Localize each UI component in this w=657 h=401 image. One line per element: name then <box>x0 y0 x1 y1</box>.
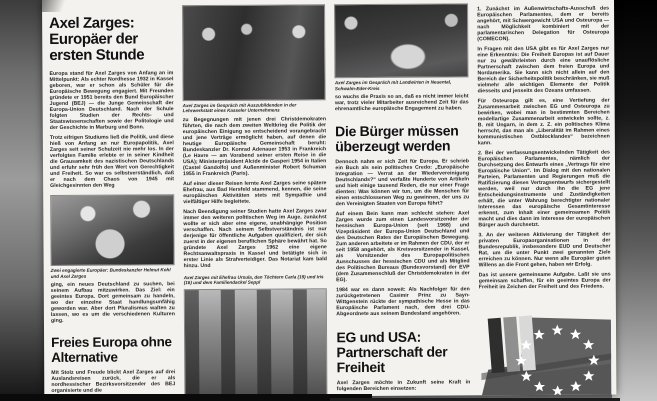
photo-kohl-and-zarges <box>50 194 174 266</box>
body-paragraph: Europa stand für Axel Zarges von Anfang an im Mittelpunkt: Als echter Nordhesse 1932 in Kassel geboren, war er schon als Schüler für die Europäische Bewegung engagiert. Mit Freunden gründete er 1951 bereits den Bund Europäischer Jugend (BEJ) — die Junge Gemeinschaft der Europa-Union Deutschland. Nach der Schule folgten Studien der Rechts- und Staatswissenschaften sowie der Politologie und der Geschichte in Marburg und Bonn. <box>49 70 174 131</box>
body-paragraph: Das ist unsere gemeinsame Aufgabe. Laßt sie uns gemeinsam schaffen, für ein geeintes Europa der Freiheit im Zeichen der Freiheit und des Friedens. <box>478 271 611 291</box>
body-paragraph: so wuchs die Praxis so an, daß es nicht immer leicht war, trotz vieler Mitarbeiter ausreichend Zeit für das ehrenamtliche europäische Engagement zu haben. <box>334 93 469 113</box>
european-flag-stars-icon <box>481 304 612 398</box>
european-flag-graphic <box>481 304 612 398</box>
body-paragraph: In Fragen mit den USA gibt es für Axel Zarges nur eine Erkenntnis: Die Freiheit Europas ist auf Dauer nur zu gewährleisten durch eine unauflösliche Partnerschaft zwischen dem freien Europa und Nordamerika. Sie kann sich nicht allein auf den Bereich der Sicherheitspolitik beschränken, sie muß vielmehr alle wichtigen Elemente der Politik diesseits und jenseits des Ozeans umfassen. <box>477 45 610 95</box>
scan-border-left <box>0 0 44 401</box>
body-paragraph: 1. Zunächst im Außenwirtschafts-Ausschuß des Europäischen Parlamentes, dem er bereits angehört, mit Schwergewicht USA und Osteuropa — nach Möglichkeit kombiniert mit der parlamentarischen Delegation für Osteuropa (COMECON). <box>477 5 610 43</box>
column-2 <box>182 4 328 397</box>
scan-border-bottom <box>0 394 372 401</box>
section-headline-eg-usa: EG und USA: Partnerschaft der Freiheit <box>336 328 448 376</box>
column-4 <box>477 3 611 396</box>
body-paragraph: Auf einer dieser Reisen lernte Axel Zarges seine spätere Ehefrau, aus Bad Hersfeld stammend, kennen, die seine europäischen Aktivitäten stets mit Sympathie und vielfältiger Hilfe begleitete. <box>183 180 327 205</box>
body-paragraph: zu Begegnungen mit jenen drei Christdemokraten führten, die nach dem zweiten Weltkrieg die Politik der europäischen Einigung so entscheidend vorangebracht und jene Verträge ermöglicht haben, auf denen die heutige Europäische Gemeinschaft beruht: Bundeskanzler Dr. Konrad Adenauer 1953 in Frankreich (Le Havre — am Vorabend seiner ersten Reise in die USA); Ministerpräsident Alcide de Gasperi 1954 in Italien (Castel Gandolfo) und Außenminister Robert Schuman 1955 in Frankreich (Paris). <box>182 116 327 177</box>
body-paragraph: 1984 war es dann soweit: Als Nachfolger für den zurückgetretenen Casimir Prinz zu Sayn-Wittgenstein rückte der sympathische Hesse in das Europäische Parlament nach, dem drei CDU-Abgeordnete aus seinem Bundesland angehören. <box>336 286 470 318</box>
photo-caption: Axel Zarges im Gespräch mit Landwirten in Neuental, Schwalm-Eder-Kreis <box>334 79 452 91</box>
body-paragraph: Mit Stolz und Freude blickt Axel Zarges auf drei Auslandsreisen zurück, die er als nordhessischer Bezirksvorsitzender des BEJ organisierte und die <box>51 369 176 394</box>
body-paragraph: Nach Beendigung seiner Studien hatte Axel Zarges zwar immer den weiteren politischen Weg im Auge, zunächst wollte er sich aber eine eigene, unabhängige Position verschaffen. Nach seinem Selbstverständnis ist nur derjenige für öffentliche Aufgaben qualifiziert, der sich zuerst in der eigenen beruflichen Sphäre bewährt hat. So gründete Axel Zarges 1962 eine eigene Rechtsanwaltspraxis in Kassel und betätigte sich in erster Linie als Strafverteidiger. Das Notariat kam bald hinzu. Und <box>183 208 327 269</box>
body-paragraph: Dennoch nahm er sich Zeit für Europa. Er schrieb ein Buch als sein politisches Credo: „Europäische Integration — Verrat an der Wiedervereinigung Deutschlands?“ und verfaßte Hunderte von Artikeln und hielt einige tausend Reden, die nur einer Frage dienten: Was können wir tun, um die Menschen für einen entschlossenen Weg zu gewinnen, der uns zu den Vereinigten Staaten von Europa führt? <box>335 158 470 208</box>
section-headline-freies-europa: Freies Europa ohne Alternative <box>51 334 172 365</box>
body-paragraph: Auf einem Bein kann man schlecht stehen: Axel Zarges wurde zum einen Landesvorsitzender der hessischen Europa-Union (seit 1968) und Vizepräsident der Europa-Union Deutschland und des Deutschen Rates der Europäischen Bewegung. Zum anderen arbeitete er im Rahmen der CDU, der er seit 1958 angehört, als Kreisvorsitzender in Kassel, als Vorsitzender des Europapolitischen Ausschusses der hessischen CDU und als Mitglied des Politischen Bureaus (Bundesvorstand) der EVP (dem Zusammenschluß der Christdemokraten in der EG). <box>335 210 470 284</box>
photo-workshop-apprentices <box>182 4 326 101</box>
body-paragraph: Axel Zarges möchte in Zukunft seine Kraft in folgenden Bereichen einsetzen: <box>336 379 471 393</box>
body-paragraph: ging, ein neues Deutschland zu suchen, bei seinem Aufbau mitzuwirken. Das Ziel: ein geeintes Europa. Dort gemeinsam zu handeln, wo der einzelne Staat handlungsunfähig geworden war. Aber dort Pluralismus walten zu lassen, wo es um die verschiedenen Kulturen ging. <box>50 281 175 324</box>
article-page <box>42 0 616 398</box>
photo-caption: Zwei engagierte Europäer: Bundeskanzler Helmut Kohl und Axel Zarges <box>50 267 171 279</box>
body-paragraph: 3. An der weiteren Aktivierung der Tätigkeit der privaten Europaorganisationen in der Bundesrepublik, insbesondere EUD und Deutscher Rat, um die unter Punkt zwei genannten Ziele erreichen zu können. Nur wenn alle Europäer guten Willens an die Front gehen, haben wir Erfolg. <box>478 231 611 269</box>
body-paragraph: Trotz eifrigen Studiums ließ die Politik, und diese hieß von Anfang an nur Europapolitik, Axel Zarges seit seiner Schulzeit nie mehr los. In der verfolgten Familie erlebte er in seiner Kindheit die Grausamkeit des nazistischen Deutschlands und erfuhr sehr früh den Wert von Gerechtigkeit und Freiheit. So war es selbstverständlich, daß er nach dem Chaos von 1945 mit Gleichgesinnten den Weg <box>49 134 175 189</box>
article-headline: Axel Zarges: Europäer der ersten Stunde <box>49 14 145 64</box>
column-3 <box>334 3 470 396</box>
photo-caption: Axel Zarges mit Ehefrau Ursula, den Töchtern Carla (19) und Iris (16) und dem Familiendackel Seppl <box>183 274 324 286</box>
body-paragraph: 2. Bei der verfassungsentwickelnden Tätigkeit des Europäischen Parlamentes, nämlich der Durchsetzung des Entwurfs eines „Vertrags für eine Europäische Union“. Im Dialog mit den nationalen Parteien, Parlamenten und Regierungen muß die Ratifizierung dieses Vertragsentwurfs sichergestellt werden, weil nur durch ihn die EG jene Entscheidungsinstrumente und Zuständigkeiten erhält, die unter Wahrung berechtigter nationaler Interessen das europäische Gesamtinteresse erkennt, zum Inhalt einer gemeinsamen Politik macht und dies dann im Interesse der europäischen Bürger auch durchsetzt. <box>477 149 611 229</box>
column-1 <box>49 5 175 398</box>
scan-border-right <box>612 0 657 401</box>
photo-zarges-family <box>184 288 328 397</box>
section-headline-buerger: Die Bürger müssen überzeugt werden <box>335 122 459 155</box>
photo-caption: Axel Zarges im Gespräch mit Auszubildenden in der Lehrwerkstatt eines Kasseler Unternehmens <box>182 102 297 114</box>
photo-farmers-neuental <box>334 3 468 78</box>
body-paragraph: Für Osteuropa gilt es, eine Vertiefung der Zusammenarbeit zwischen EG und Osteuropa zu bewirken, wobei man in bestimmten Bereichen modellartige Zusammenarbeit entwickeln sollte, z. B. mit Ungarn, in dem z. Z. ein politisches Klima herrscht, das man als „Liberalität im Rahmen eines kommunistischen Ostblocklandes“ bezeichnen kann. <box>477 97 610 147</box>
